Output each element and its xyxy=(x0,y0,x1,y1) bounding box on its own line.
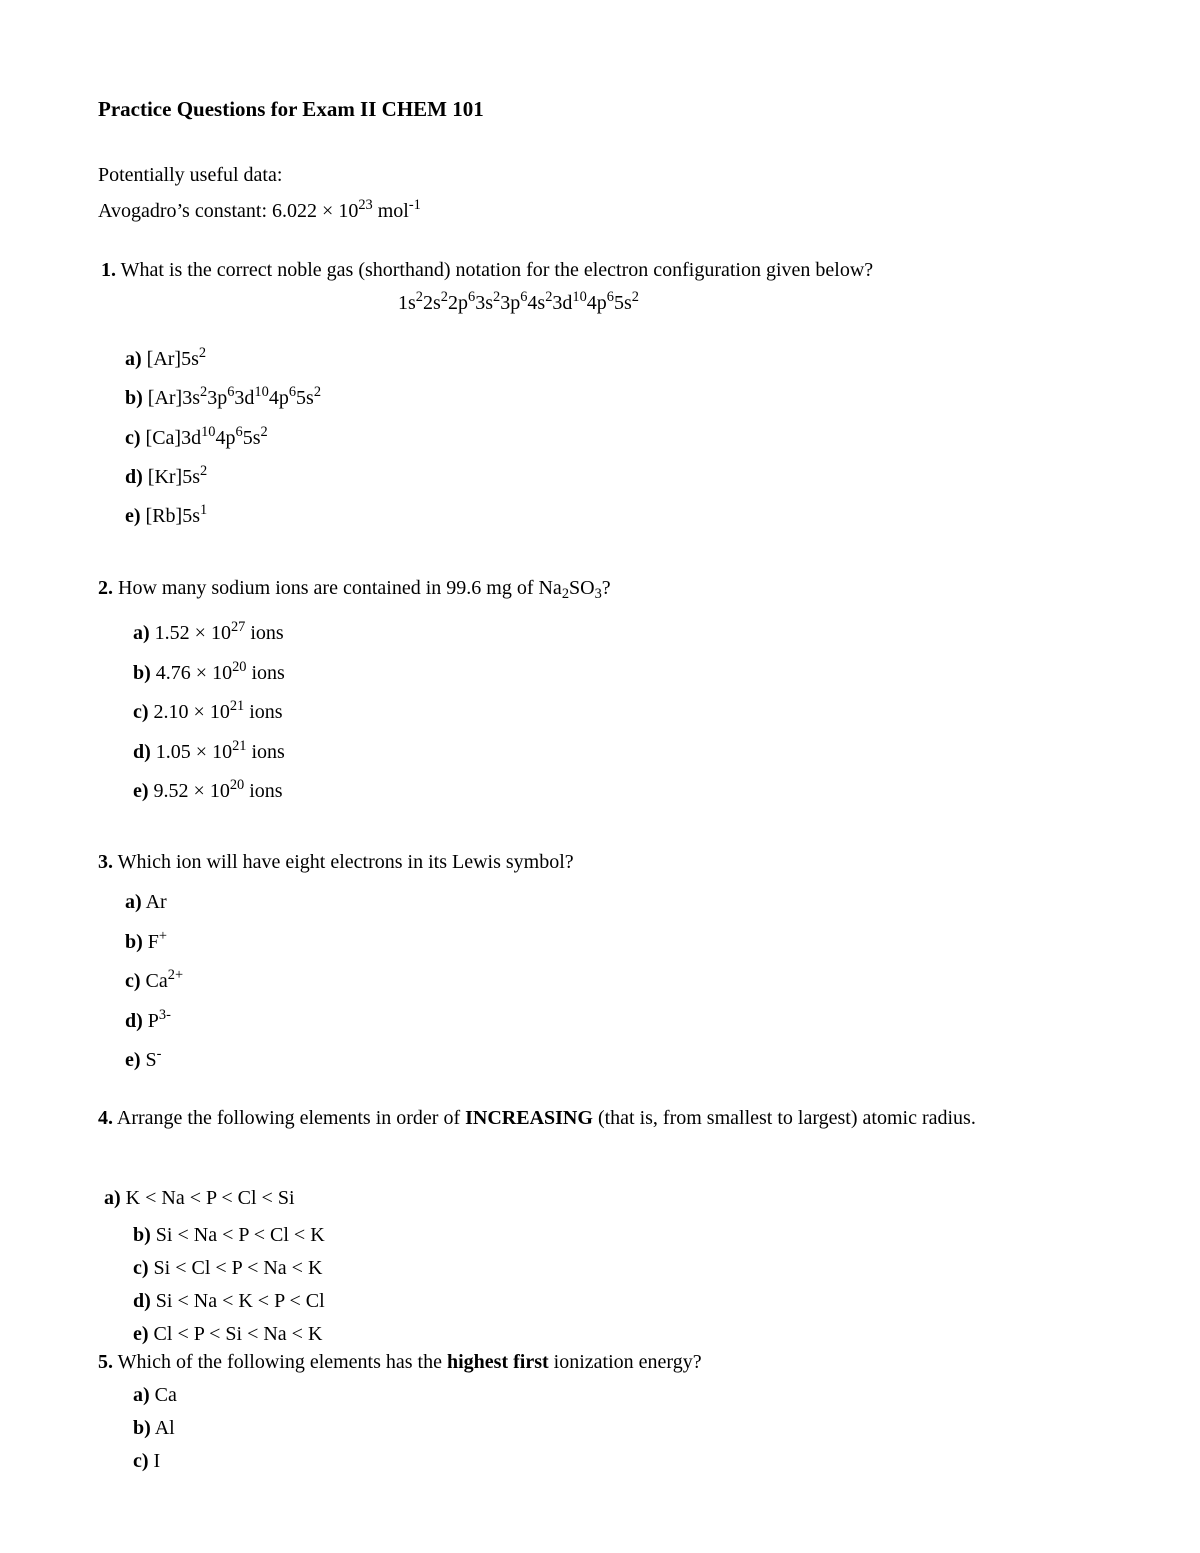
answer-option xyxy=(133,1324,322,1344)
option-letter: b) xyxy=(133,1224,151,1246)
answer-option xyxy=(125,384,322,409)
text: [Ca]3d xyxy=(140,427,202,449)
question-text-start: Arrange the following elements in order of xyxy=(113,1107,466,1129)
question-emphasis: highest first xyxy=(447,1351,549,1373)
superscript: 20 xyxy=(232,659,247,676)
option-letter: b) xyxy=(125,931,143,953)
text: K < Na < P < Cl < Si xyxy=(120,1187,295,1209)
orbital: 4p xyxy=(586,292,607,314)
question-3 xyxy=(98,852,574,872)
question-1 xyxy=(101,260,873,280)
option-letter: b) xyxy=(133,1417,151,1439)
text: 5s xyxy=(296,387,314,409)
option-letter: c) xyxy=(125,970,141,992)
answer-option xyxy=(133,738,285,763)
text: Al xyxy=(150,1417,175,1439)
answer-option xyxy=(125,1046,162,1071)
orbital: 3p xyxy=(500,292,521,314)
superscript: 20 xyxy=(229,777,245,794)
text: ? xyxy=(601,577,611,599)
superscript: 2 xyxy=(200,384,208,401)
superscript: 2 xyxy=(200,463,208,480)
text: 4.76 × 10 xyxy=(150,662,233,684)
text: 4p xyxy=(268,387,289,409)
option-letter: c) xyxy=(133,1450,149,1472)
orbital-count: 2 xyxy=(493,289,501,306)
text: P xyxy=(142,1010,159,1032)
answer-option xyxy=(125,463,208,488)
superscript: 21 xyxy=(229,698,245,715)
superscript: 10 xyxy=(201,424,216,441)
question-5 xyxy=(98,1352,702,1372)
option-letter: c) xyxy=(125,427,141,449)
option-letter: a) xyxy=(104,1187,121,1209)
option-letter: e) xyxy=(133,1323,149,1345)
text: [Kr]5s xyxy=(142,466,201,488)
text: I xyxy=(148,1450,161,1472)
question-text: Which ion will have eight electrons in its Lewis symbol? xyxy=(113,851,574,873)
superscript: 21 xyxy=(232,738,247,755)
text: 4p xyxy=(215,427,236,449)
option-letter: a) xyxy=(125,891,142,913)
superscript: 2 xyxy=(260,424,268,441)
question-number: 1. xyxy=(101,259,116,281)
superscript: 2+ xyxy=(167,967,184,984)
text: [Rb]5s xyxy=(140,505,200,527)
answer-option xyxy=(133,777,283,802)
text: Si < Na < K < P < Cl xyxy=(150,1290,325,1312)
answer-option xyxy=(125,345,207,370)
answer-option xyxy=(133,1291,325,1311)
orbital-count: 2 xyxy=(415,289,423,306)
text: 1.52 × 10 xyxy=(149,622,231,644)
option-letter: e) xyxy=(125,505,141,527)
text: 9.52 × 10 xyxy=(148,780,230,802)
option-letter: c) xyxy=(133,1257,149,1279)
text: [Ar]5s xyxy=(141,348,199,370)
superscript: + xyxy=(158,928,168,945)
option-letter: d) xyxy=(133,741,151,763)
subscript: 2 xyxy=(561,586,570,603)
option-letter: d) xyxy=(125,1010,143,1032)
answer-option xyxy=(125,928,168,953)
option-letter: c) xyxy=(133,701,149,723)
text: ions xyxy=(246,662,285,684)
question-number: 3. xyxy=(98,851,113,873)
question-number: 2. xyxy=(98,577,113,599)
option-letter: d) xyxy=(133,1290,151,1312)
electron-configuration xyxy=(398,289,639,314)
answer-option xyxy=(125,1007,171,1032)
orbital-count: 2 xyxy=(440,289,448,306)
avogadro-unit-exponent: -1 xyxy=(408,197,421,214)
superscript: 6 xyxy=(227,384,235,401)
orbital: 1s xyxy=(398,292,416,314)
text: SO xyxy=(569,577,595,599)
answer-option xyxy=(133,1385,177,1405)
option-letter: a) xyxy=(133,1384,150,1406)
orbital-count: 10 xyxy=(572,289,587,306)
text: Ca xyxy=(140,970,168,992)
text: ions xyxy=(244,780,283,802)
text: Si < Na < P < Cl < K xyxy=(150,1224,325,1246)
answer-option xyxy=(133,1258,322,1278)
avogadro-constant xyxy=(98,197,421,222)
question-2 xyxy=(98,577,611,603)
superscript: 2 xyxy=(198,345,207,362)
text: 1.05 × 10 xyxy=(150,741,233,763)
superscript: 10 xyxy=(254,384,269,401)
superscript: - xyxy=(156,1046,162,1063)
answer-option xyxy=(125,967,184,992)
question-text-end: (that is, from smallest to largest) atomic radius. xyxy=(592,1107,976,1129)
answer-option xyxy=(125,502,208,527)
text: F xyxy=(142,931,159,953)
question-text: What is the correct noble gas (shorthand) notation for the electron configuration given below? xyxy=(116,259,874,281)
orbital-count: 2 xyxy=(631,289,639,306)
option-letter: e) xyxy=(133,780,149,802)
option-letter: b) xyxy=(125,387,143,409)
answer-option xyxy=(133,619,284,644)
text: 5s xyxy=(242,427,261,449)
superscript: 6 xyxy=(288,384,297,401)
superscript: 27 xyxy=(230,619,246,636)
question-text-end: ionization energy? xyxy=(548,1351,702,1373)
subscript: 3 xyxy=(594,586,602,603)
question-number: 4. xyxy=(98,1107,113,1129)
question-number: 5. xyxy=(98,1351,113,1373)
option-letter: b) xyxy=(133,662,151,684)
text: 2.10 × 10 xyxy=(148,701,230,723)
text: S xyxy=(140,1049,157,1071)
text: ions xyxy=(246,741,285,763)
orbital: 2p xyxy=(448,292,468,314)
answer-option xyxy=(104,1188,295,1208)
option-letter: d) xyxy=(125,466,143,488)
answer-option xyxy=(133,1418,175,1438)
text: Cl < P < Si < Na < K xyxy=(148,1323,323,1345)
orbital: 2s xyxy=(423,292,441,314)
answer-option xyxy=(133,1225,325,1245)
orbital-count: 6 xyxy=(468,289,476,306)
answer-option xyxy=(125,424,268,449)
useful-data-heading: Potentially useful data: xyxy=(98,164,283,186)
question-4 xyxy=(98,1108,976,1128)
avogadro-unit: mol xyxy=(372,200,409,222)
answer-option xyxy=(125,892,167,912)
answer-option xyxy=(133,1451,160,1471)
page-title: Practice Questions for Exam II CHEM 101 xyxy=(98,97,484,121)
orbital-count: 6 xyxy=(520,289,528,306)
superscript: 2 xyxy=(313,384,322,401)
option-letter: e) xyxy=(125,1049,141,1071)
question-text-start: Which of the following elements has the xyxy=(113,1351,447,1373)
answer-option xyxy=(133,698,283,723)
question-emphasis: INCREASING xyxy=(465,1107,593,1129)
text: Si < Cl < P < Na < K xyxy=(148,1257,323,1279)
superscript: 3- xyxy=(158,1007,171,1024)
option-letter: a) xyxy=(125,348,142,370)
text: How many sodium ions are contained in 99.6 mg of Na xyxy=(113,577,562,599)
text: ions xyxy=(244,701,283,723)
orbital-count: 6 xyxy=(606,289,614,306)
avogadro-label: Avogadro’s constant: 6.022 × 10 xyxy=(98,200,359,222)
text: ions xyxy=(245,622,284,644)
orbital: 3d xyxy=(552,292,573,314)
text: Ca xyxy=(149,1384,177,1406)
superscript: 6 xyxy=(235,424,243,441)
orbital-count: 2 xyxy=(545,289,553,306)
text: 3d xyxy=(234,387,255,409)
orbital: 3s xyxy=(475,292,493,314)
orbital: 4s xyxy=(527,292,546,314)
text: [Ar]3s xyxy=(142,387,201,409)
superscript: 1 xyxy=(200,502,208,519)
answer-option xyxy=(133,659,285,684)
orbital: 5s xyxy=(614,292,632,314)
text: Ar xyxy=(141,891,167,913)
option-letter: a) xyxy=(133,622,150,644)
avogadro-exponent: 23 xyxy=(358,197,373,214)
text: 3p xyxy=(207,387,228,409)
